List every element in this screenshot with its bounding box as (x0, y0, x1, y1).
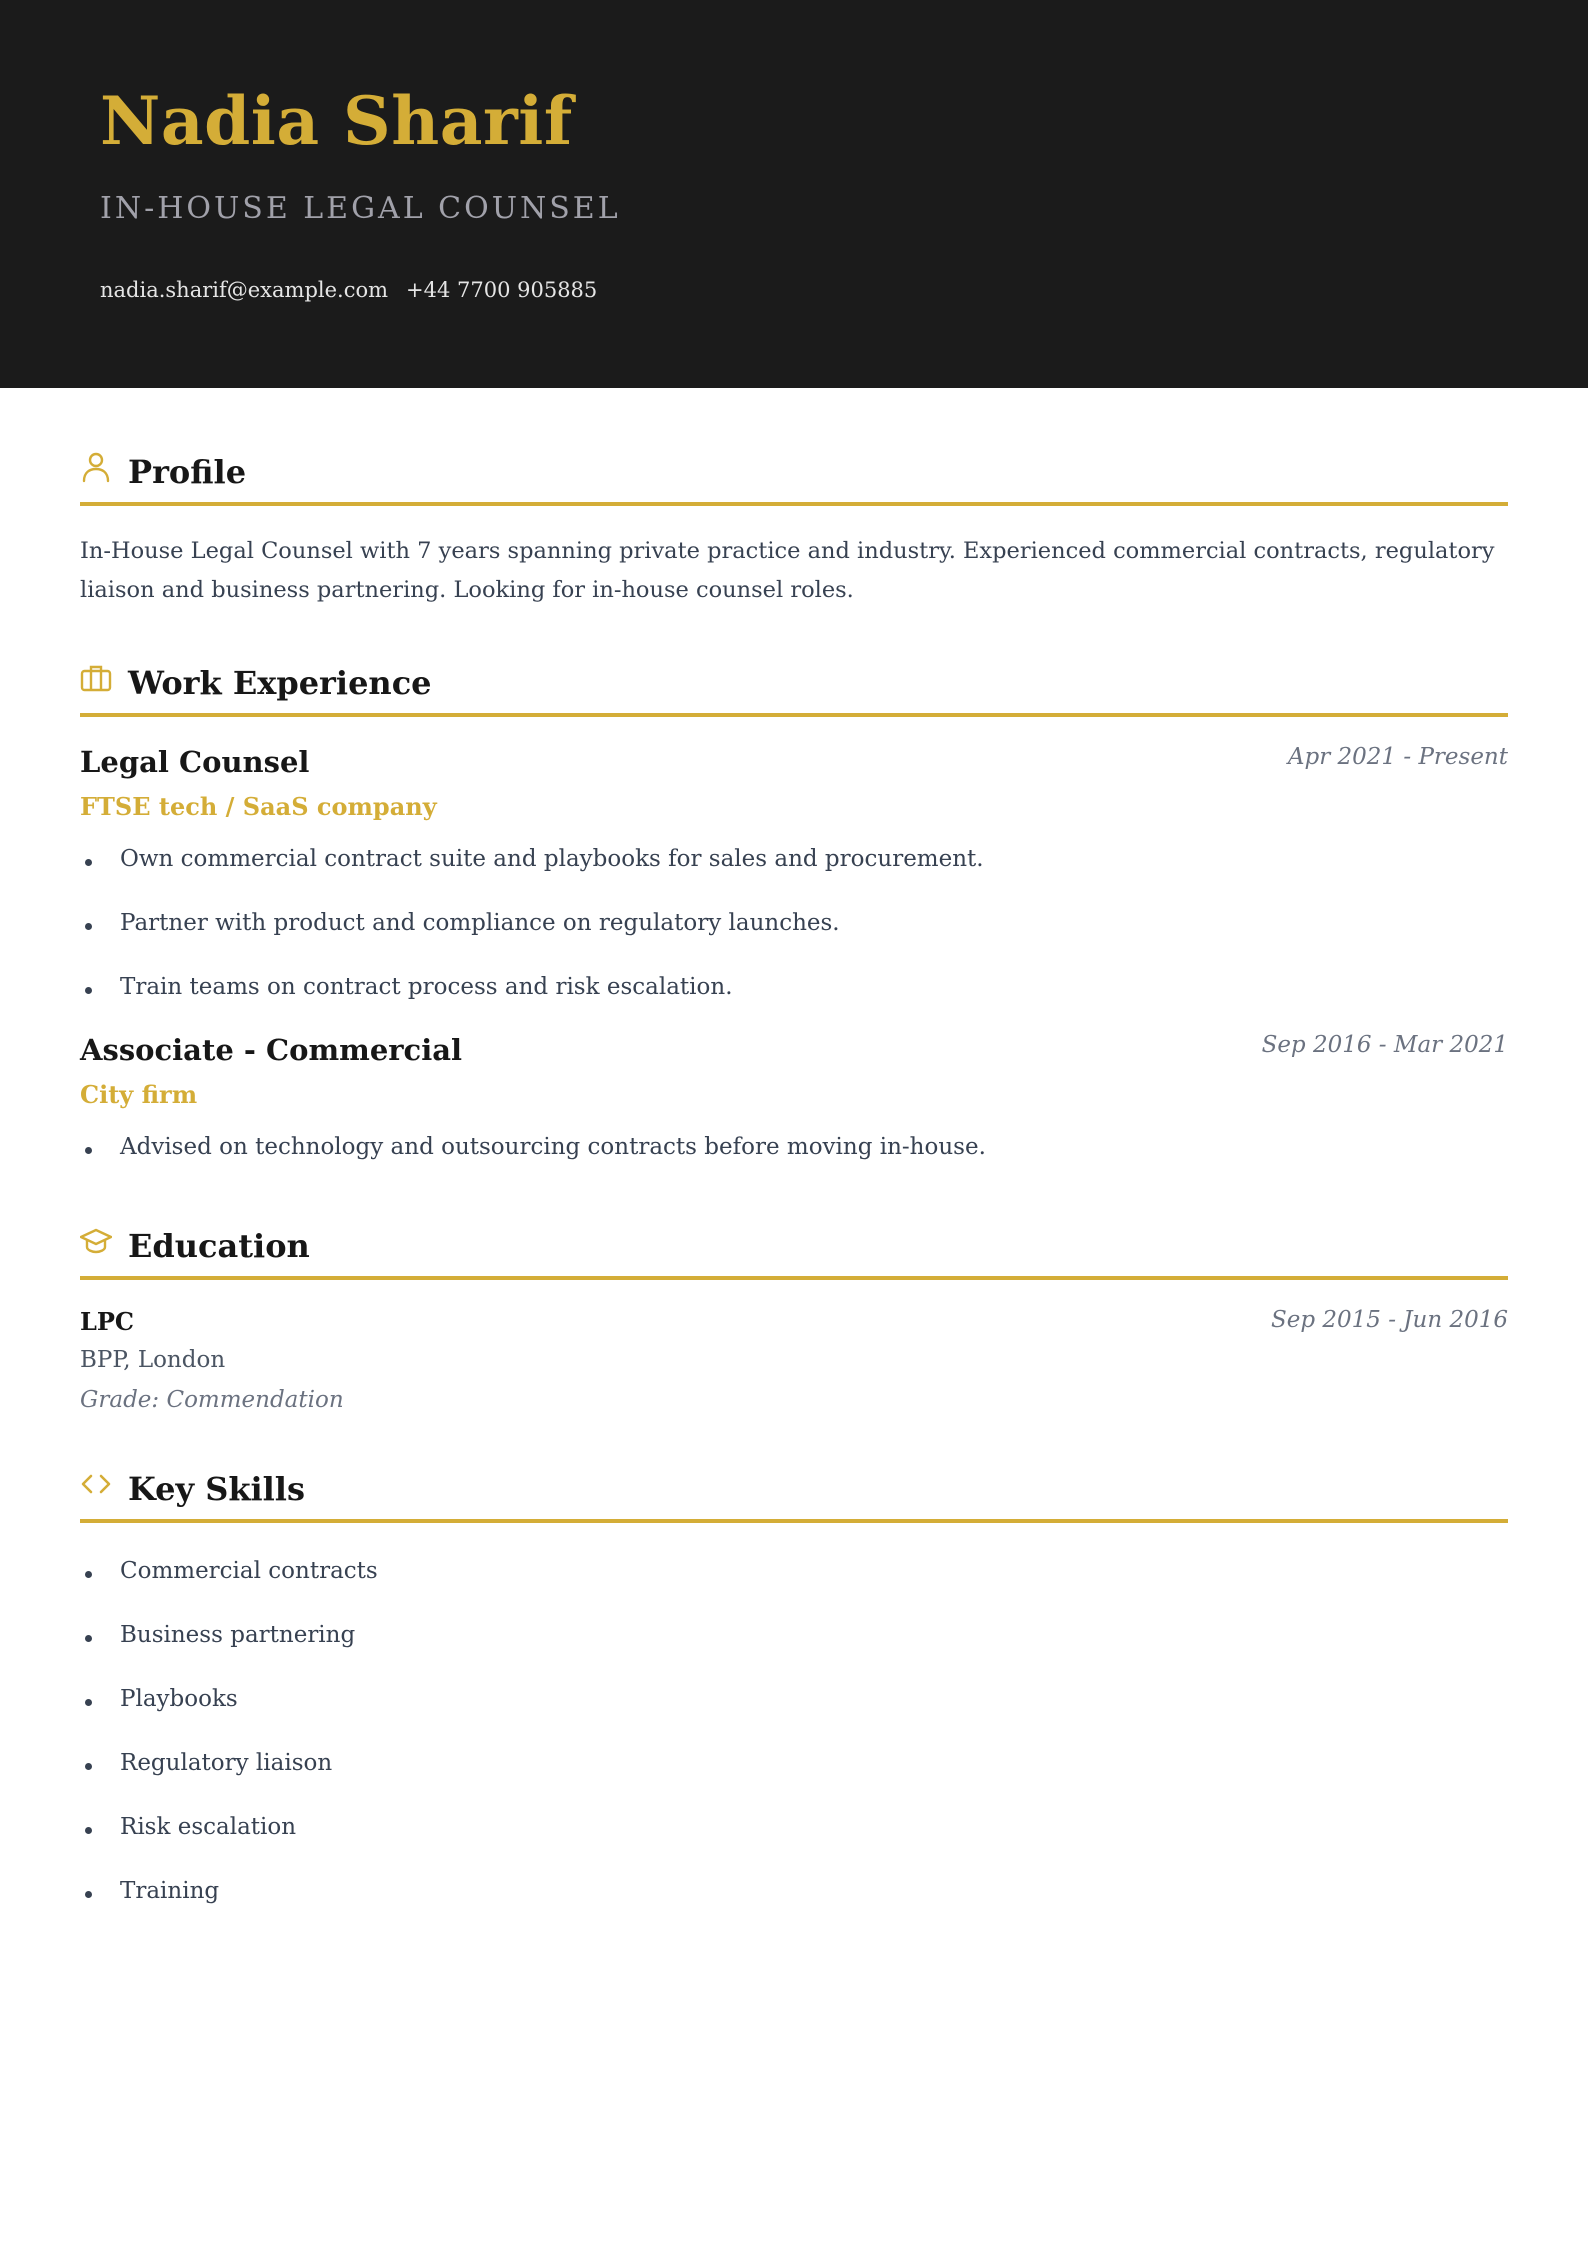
job-company: City firm (80, 1080, 198, 1109)
education-degree: LPC (80, 1307, 135, 1336)
resume-header (0, 0, 1588, 388)
graduation-cap-icon (80, 1225, 112, 1257)
section-title-skills: Key Skills (128, 1470, 305, 1508)
section-title-education: Education (128, 1227, 310, 1265)
bullet-dot (85, 1571, 92, 1578)
education-school: BPP, London (80, 1347, 226, 1373)
education-grade: Grade: Commendation (80, 1387, 344, 1413)
bullet-dot (85, 1891, 92, 1898)
briefcase-icon (80, 662, 112, 694)
job-company: FTSE tech / SaaS company (80, 792, 437, 821)
job-dates: Sep 2016 - Mar 2021 (1261, 1032, 1508, 1058)
bullet-text: Train teams on contract process and risk escalation. (120, 974, 733, 1000)
profile-summary: In-House Legal Counsel with 7 years spanning private practice and industry. Experienced commercial contracts, regulatory liaison and business partnering. Looking for in-house counsel roles. (80, 538, 1495, 603)
bullet-dot (85, 923, 92, 930)
skill-text: Training (120, 1878, 220, 1904)
bullet-dot (85, 1763, 92, 1770)
section-title-profile: Profile (128, 453, 247, 491)
bullet-dot (85, 1635, 92, 1642)
bullet-text: Partner with product and compliance on regulatory launches. (120, 910, 840, 936)
bullet-text: Own commercial contract suite and playbooks for sales and procurement. (120, 846, 984, 872)
contact-phone[interactable]: +44 7700 905885 (406, 278, 598, 302)
bullet-dot (85, 987, 92, 994)
job-title: Legal Counsel (80, 745, 310, 779)
candidate-name: Nadia Sharif (100, 82, 573, 160)
bullet-dot (85, 1699, 92, 1706)
bullet-dot (85, 859, 92, 866)
code-icon (80, 1468, 112, 1500)
section-divider (80, 1519, 1508, 1523)
education-dates: Sep 2015 - Jun 2016 (1270, 1307, 1508, 1333)
section-title-experience: Work Experience (128, 664, 432, 702)
section-divider (80, 502, 1508, 506)
job-dates: Apr 2021 - Present (1287, 744, 1508, 770)
section-divider (80, 1276, 1508, 1280)
candidate-role: IN-HOUSE LEGAL COUNSEL (100, 191, 621, 226)
section-profile-header (80, 451, 1508, 521)
skill-text: Risk escalation (120, 1814, 297, 1840)
bullet-dot (85, 1827, 92, 1834)
contact-email[interactable]: nadia.sharif@example.com (100, 278, 389, 302)
job-title: Associate - Commercial (80, 1033, 463, 1067)
skill-text: Business partnering (120, 1622, 356, 1648)
section-skills-header (80, 1468, 1508, 1538)
bullet-dot (85, 1147, 92, 1154)
section-experience-header (80, 662, 1508, 732)
section-divider (80, 713, 1508, 717)
user-icon (80, 451, 112, 483)
skill-text: Regulatory liaison (120, 1750, 333, 1776)
skill-text: Commercial contracts (120, 1558, 378, 1584)
section-education-header (80, 1225, 1508, 1295)
skill-text: Playbooks (120, 1686, 238, 1712)
bullet-text: Advised on technology and outsourcing contracts before moving in-house. (120, 1134, 986, 1160)
